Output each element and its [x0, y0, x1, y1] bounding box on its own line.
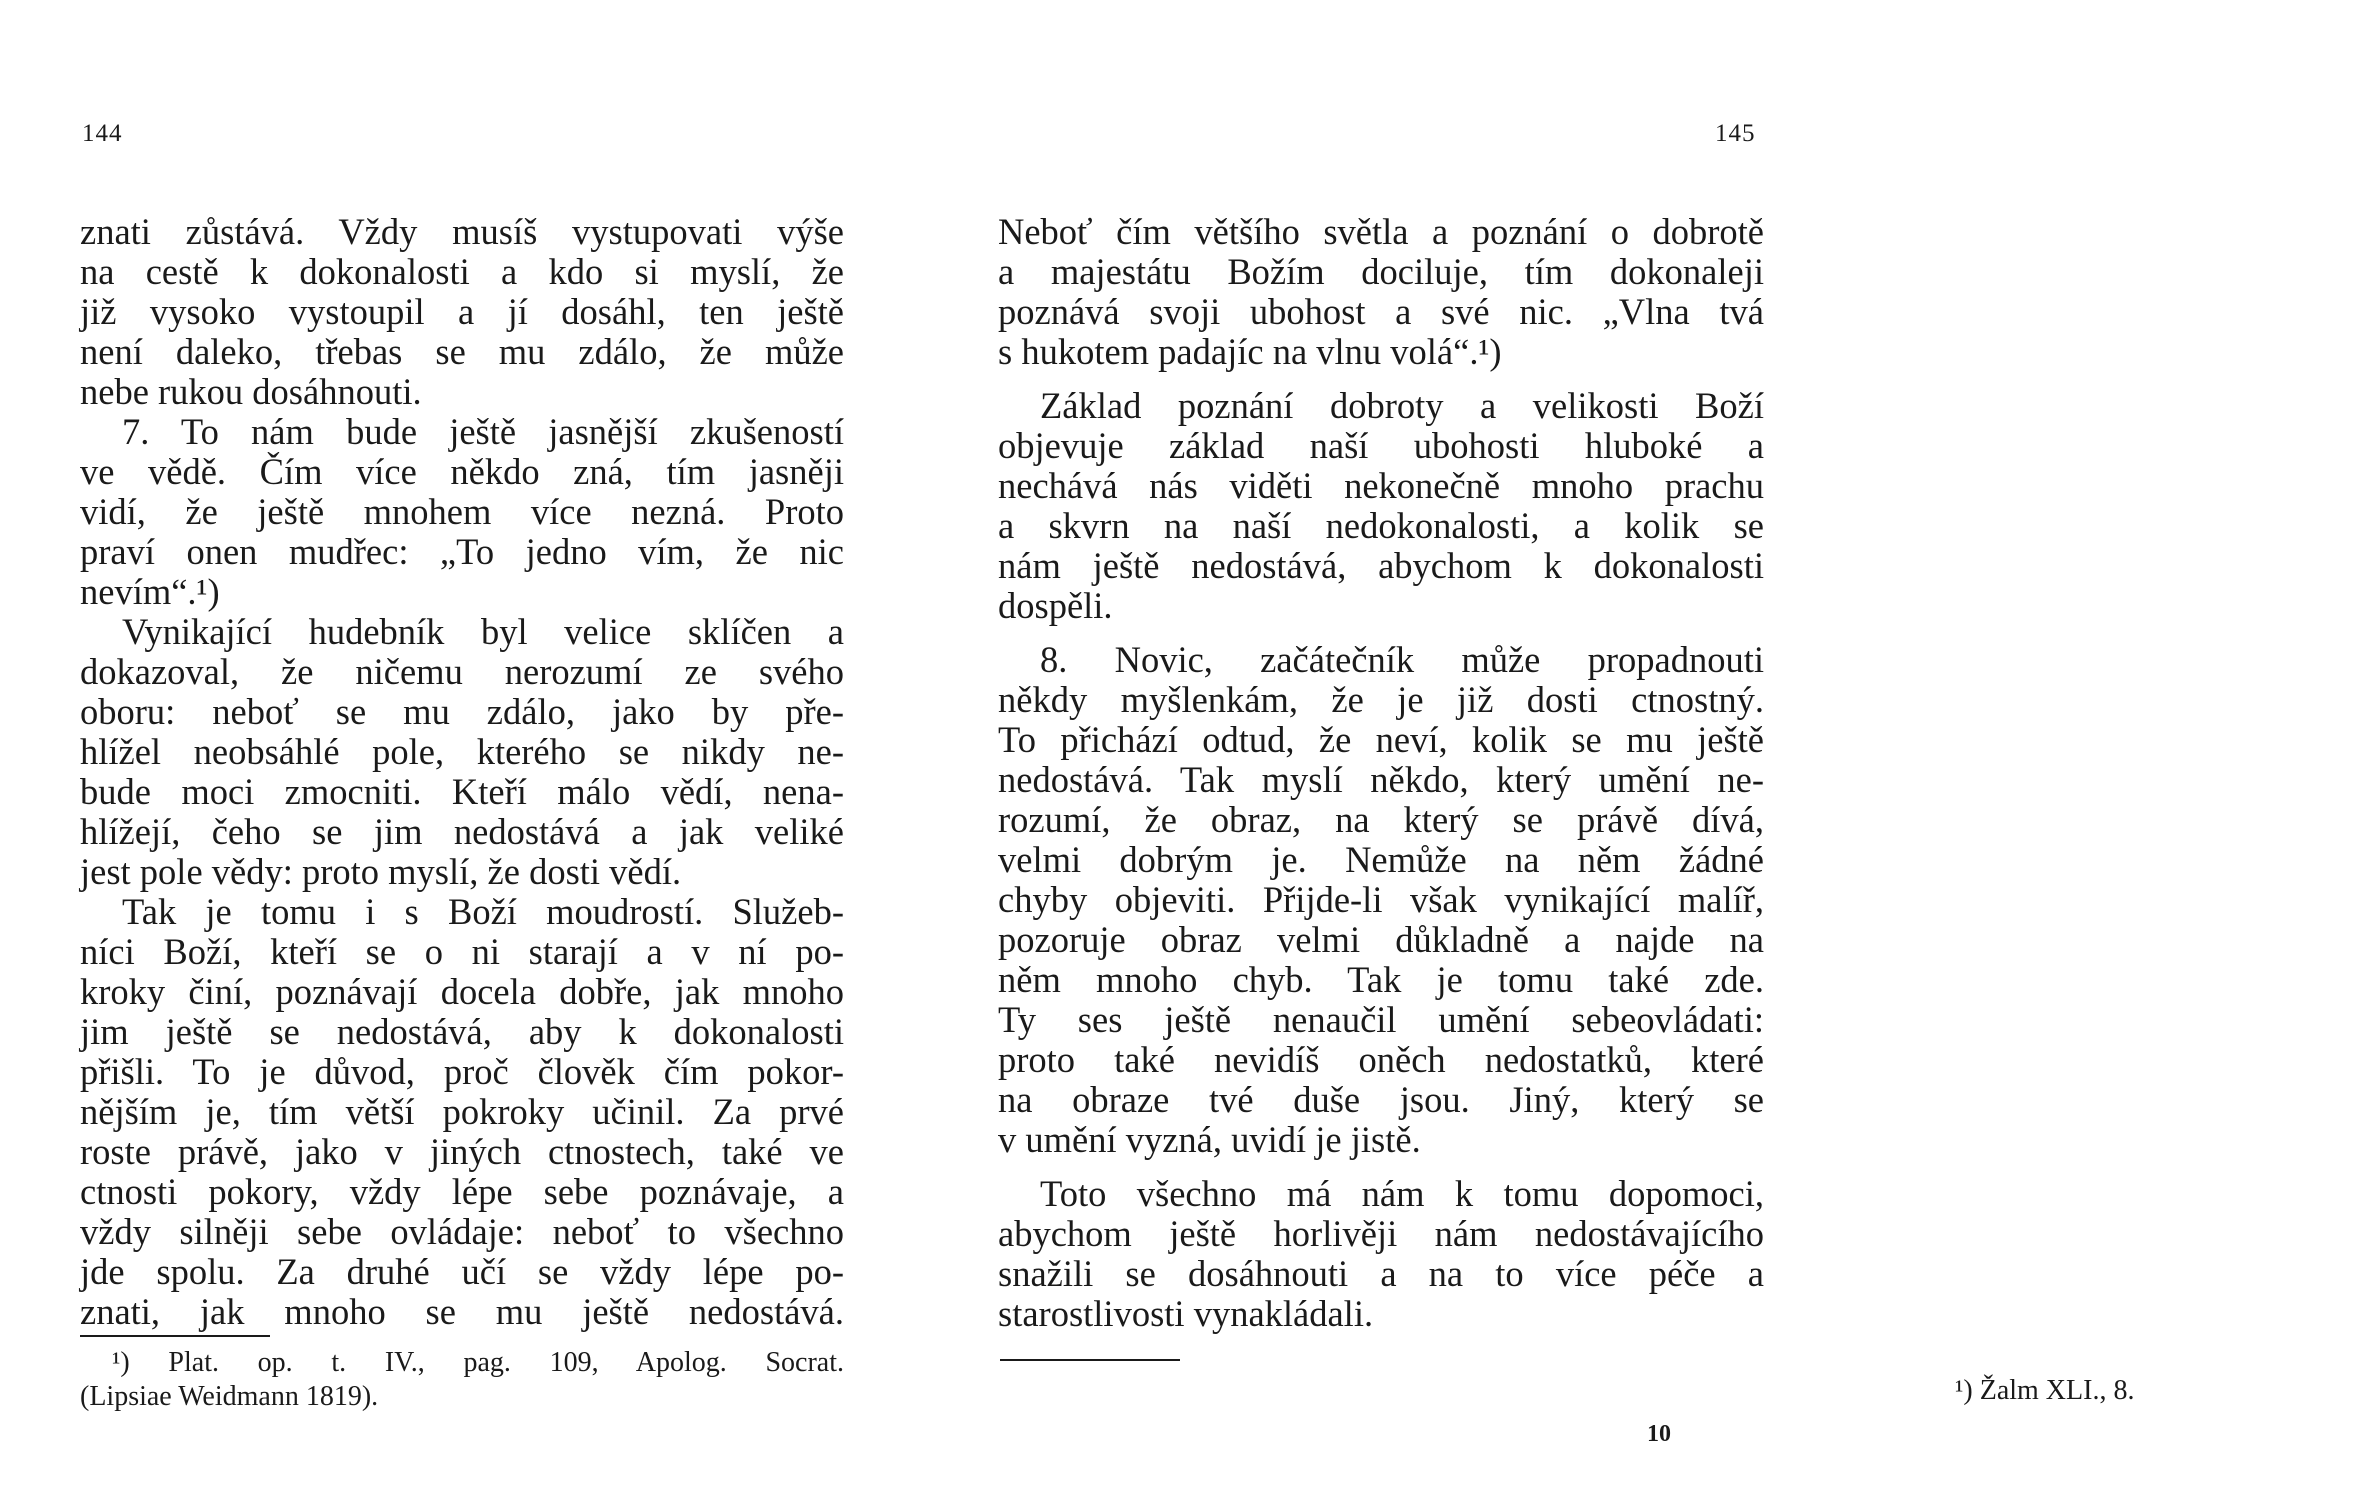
text-line: s hukotem padajíc na vlnu volá“.¹) — [998, 331, 1502, 372]
text-line: Tak je tomu i s Boží moudrostí. Služeb- — [122, 891, 844, 932]
page-number: 145 — [1715, 120, 1756, 147]
text-line: na cestě k dokonalosti a kdo si myslí, že — [80, 251, 844, 292]
footnote-line: ¹) Plat. op. t. IV., pag. 109, Apolog. Socrat. — [112, 1347, 844, 1378]
text-line: Toto všechno má nám k tomu dopomoci, — [1040, 1173, 1764, 1214]
text-line: někdy myšlenkám, že je již dosti ctnostný. — [998, 679, 1764, 720]
text-line: velmi dobrým je. Nemůže na něm žádné — [998, 839, 1764, 880]
paragraph-gap — [998, 372, 1764, 386]
footnote-rule — [1000, 1359, 1180, 1361]
text-line: něm mnoho chyb. Tak je tomu také zde. — [998, 959, 1764, 1000]
text-line: nechává nás viděti nekonečně mnoho prachu — [998, 465, 1764, 506]
text-line: ve vědě. Čím více někdo zná, tím jasněji — [80, 451, 844, 492]
text-line: snažili se dosáhnouti a na to více péče a — [998, 1253, 1764, 1294]
text-line: vidí, že ještě mnohem více nezná. Proto — [80, 491, 844, 532]
text-line: a majestátu Božím dociluje, tím dokonaleji — [998, 251, 1764, 292]
text-line: jest pole vědy: proto myslí, že dosti vědí. — [80, 851, 682, 892]
text-line: proto také nevidíš oněch nedostatků, které — [998, 1039, 1764, 1080]
text-line: oboru: neboť se mu zdálo, jako by pře- — [80, 691, 844, 732]
page-number: 144 — [82, 120, 123, 147]
text-line: abychom ještě horlivěji nám nedostávajícího — [998, 1213, 1764, 1254]
text-line: jde spolu. Za druhé učí se vždy lépe po- — [80, 1251, 844, 1292]
text-line: chyby objeviti. Přijde-li však vynikající malíř, — [998, 879, 1764, 920]
text-line: hlížejí, čeho se jim nedostává a jak veliké — [80, 811, 844, 852]
text-line: nevím“.¹) — [80, 571, 220, 612]
text-line: 8. Novic, začátečník může propadnouti — [1040, 639, 1764, 680]
text-line: nebe rukou dosáhnouti. — [80, 371, 422, 412]
text-line: nějším je, tím větší pokroky učinil. Za prvé — [80, 1091, 844, 1132]
paragraph-gap — [998, 1160, 1764, 1174]
text-line: Neboť čím většího světla a poznání o dobrotě — [998, 211, 1764, 252]
footnote-rule — [80, 1335, 270, 1337]
footnote-line: ¹) Žalm XLI., 8. — [1955, 1375, 2135, 1406]
text-line: jim ještě se nedostává, aby k dokonalosti — [80, 1011, 844, 1052]
text-line: níci Boží, kteří se o ni starají a v ní po- — [80, 931, 844, 972]
text-line: znati zůstává. Vždy musíš vystupovati výše — [80, 211, 844, 252]
text-line: kroky činí, poznávají docela dobře, jak mnoho — [80, 971, 844, 1012]
signature-mark: 10 — [1647, 1421, 1671, 1447]
footnote-line: (Lipsiae Weidmann 1819). — [80, 1381, 379, 1412]
text-line: Základ poznání dobroty a velikosti Boží — [1040, 385, 1764, 426]
right-page — [912, 0, 2135, 1500]
text-line: nedostává. Tak myslí někdo, který umění ne- — [998, 759, 1764, 800]
text-line: poznává svoji ubohost a své nic. „Vlna tvá — [998, 291, 1764, 332]
text-line: To přichází odtud, že neví, kolik se mu ještě — [998, 719, 1764, 760]
text-line: 7. To nám bude ještě jasnější zkušeností — [122, 411, 844, 452]
body-text — [80, 212, 844, 1332]
text-line: dokazoval, že ničemu nerozumí ze svého — [80, 651, 844, 692]
text-line: ctnosti pokory, vždy lépe sebe poznávaje, a — [80, 1171, 844, 1212]
text-line: nám ještě nedostává, abychom k dokonalosti — [998, 545, 1764, 586]
text-line: Ty ses ještě nenaučil umění sebeovládati: — [998, 999, 1764, 1040]
text-line: objevuje základ naší ubohosti hluboké a — [998, 425, 1764, 466]
text-line: rozumí, že obraz, na který se právě dívá, — [998, 799, 1764, 840]
text-line: praví onen mudřec: „To jedno vím, že nic — [80, 531, 844, 572]
text-line: roste právě, jako v jiných ctnostech, také ve — [80, 1131, 844, 1172]
body-text — [998, 212, 1764, 1334]
footnotes — [1955, 1374, 2355, 1408]
text-line: a skvrn na naší nedokonalosti, a kolik se — [998, 505, 1764, 546]
text-line: bude moci zmocniti. Kteří málo vědí, nena- — [80, 771, 844, 812]
footnotes — [80, 1346, 844, 1414]
text-line: starostlivosti vynakládali. — [998, 1293, 1374, 1334]
text-line: pozoruje obraz velmi důkladně a najde na — [998, 919, 1764, 960]
text-line: v umění vyzná, uvidí je jistě. — [998, 1119, 1421, 1160]
text-line: není daleko, třebas se mu zdálo, že může — [80, 331, 844, 372]
text-line: již vysoko vystoupil a jí dosáhl, ten ještě — [80, 291, 844, 332]
left-page — [0, 0, 912, 1500]
paragraph-gap — [998, 626, 1764, 640]
text-line: znati, jak mnoho se mu ještě nedostává. — [80, 1291, 844, 1332]
text-line: dospěli. — [998, 585, 1113, 626]
text-line: hlížel neobsáhlé pole, kterého se nikdy ne- — [80, 731, 844, 772]
text-line: Vynikající hudebník byl velice sklíčen a — [122, 611, 844, 652]
text-line: vždy silněji sebe ovládaje: neboť to všechno — [80, 1211, 844, 1252]
text-line: na obraze tvé duše jsou. Jiný, který se — [998, 1079, 1764, 1120]
text-line: přišli. To je důvod, proč člověk čím pokor- — [80, 1051, 844, 1092]
